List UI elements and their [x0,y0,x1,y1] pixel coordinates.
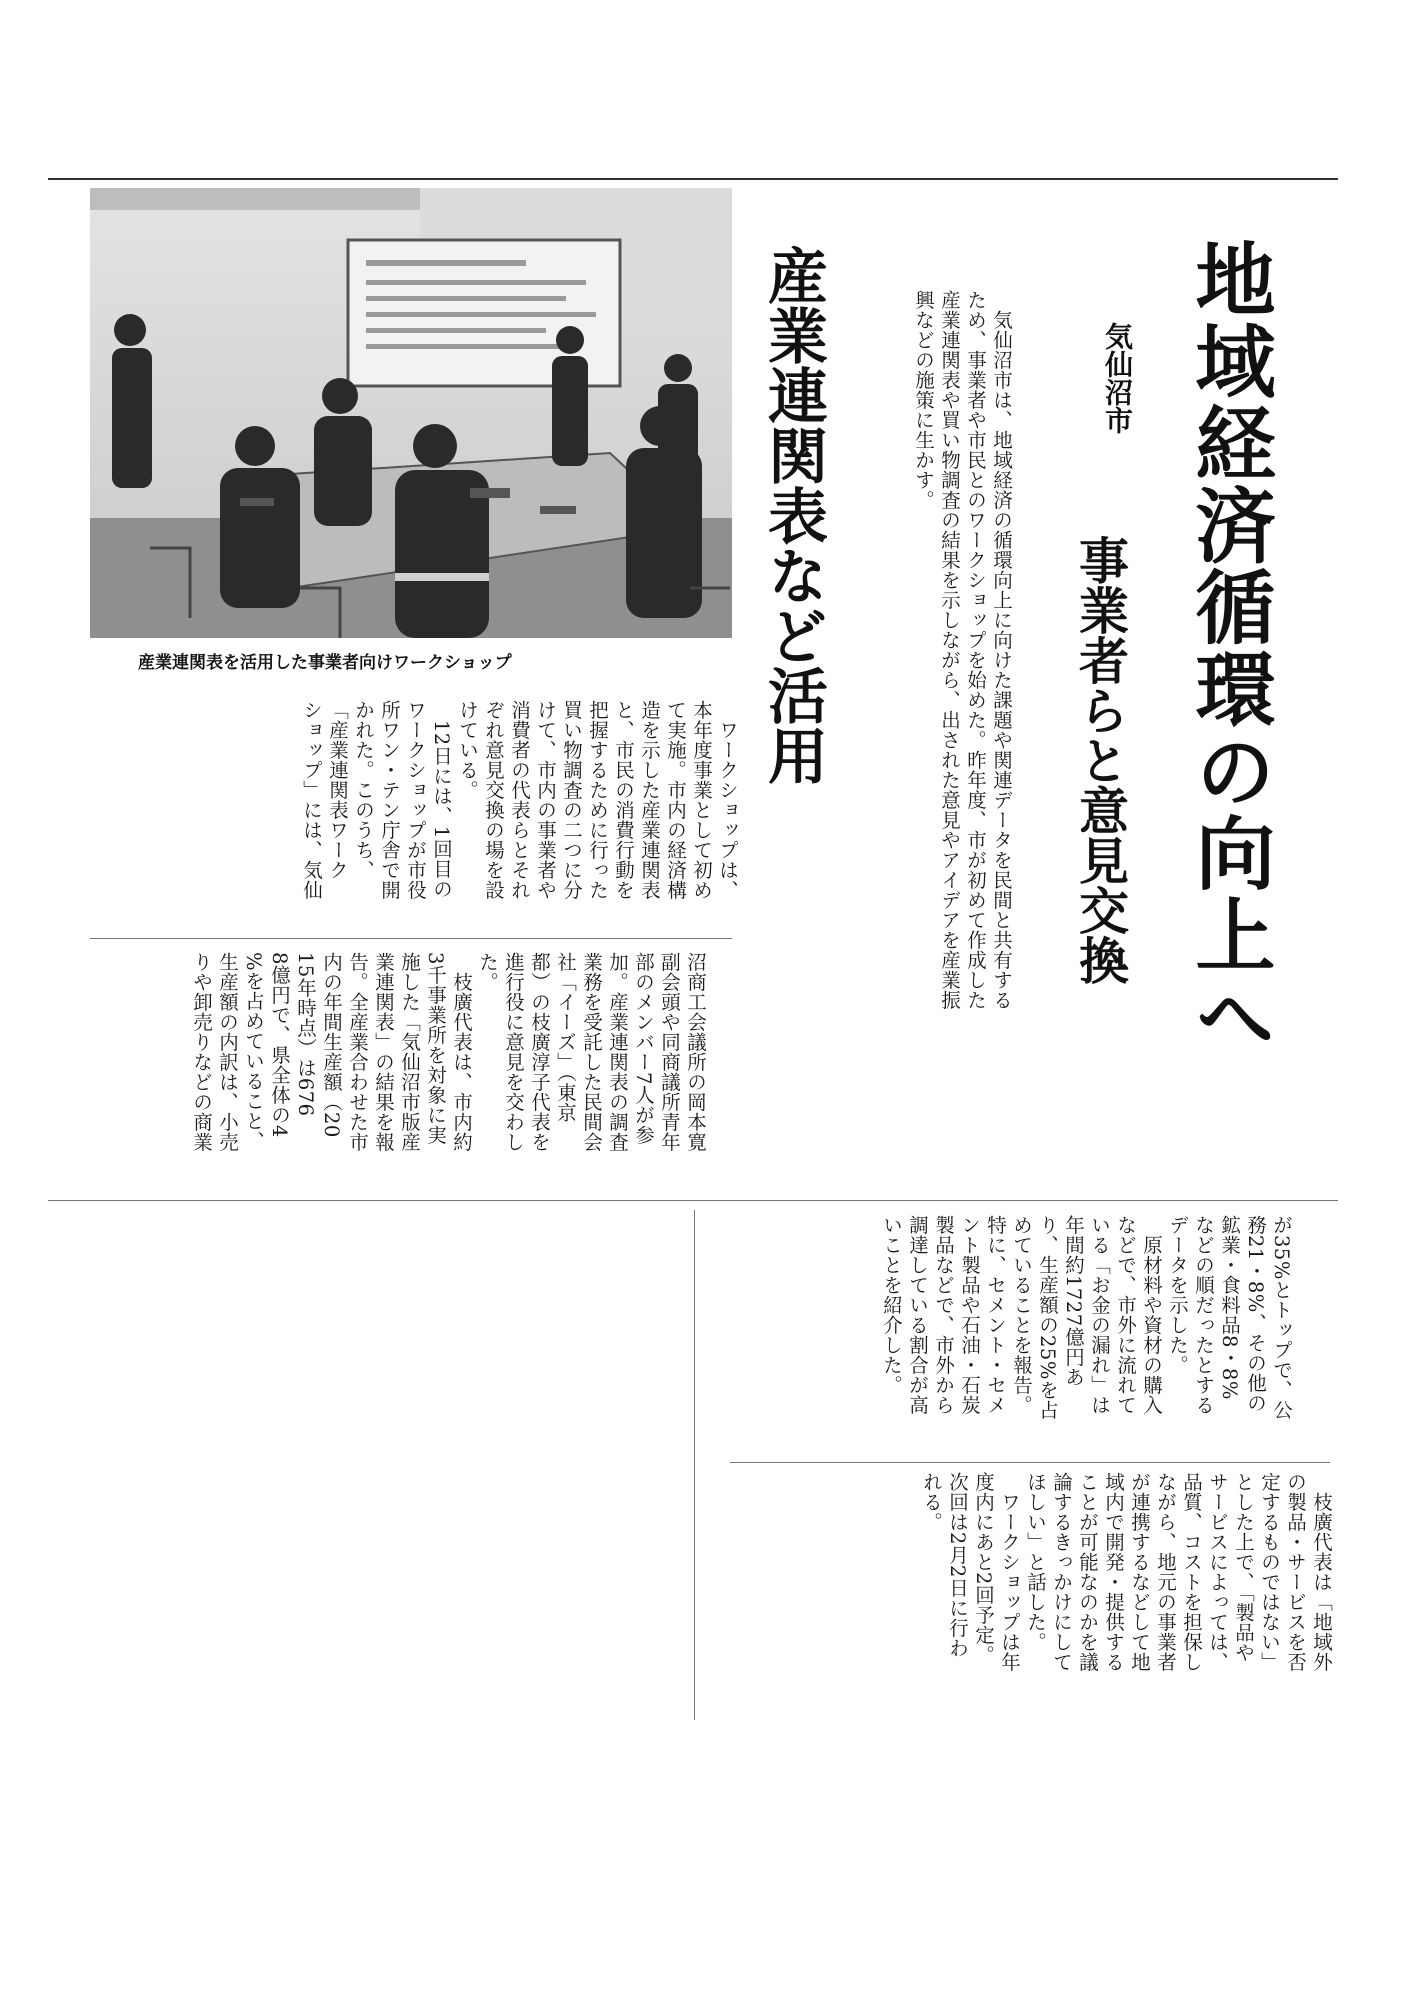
body-column-1: ワークショップは、 本年度事業として初め て実施。市内の経済構 造を示した産業連関表 と、市民の消費行動を 把握するために行った 買い物調査の二つに分 けて、市内の事業者や 消費者の代表らとそれ ぞれ意見交換の場を設 けている。 12日には、1回目の ワークショップが市役 所ワン・テン庁舎で開 かれた。このうち、 「産業連関表ワーク ショップ」には、気仙 [300,700,739,900]
subheadline: 事業者らと意見交換 [1071,535,1129,985]
lead-paragraph: 気仙沼市は、地域経済の循環向上に向けた課題や関連データを民間と共有する ため、事業者や市民とのワークショップを始めた。昨年度、市が初めて作成した 産業連関表や買い物調査の結果を示しながら、出された意見やアイデアを産業振 興などの施策に生かす。 [912,290,1013,1010]
body-column-3: が35%とトップで、公 務21・8%、その他の 鉱業・食料品8・8% などの順だったとする データを示した。 原材料や資材の購入 などで、市外に流れて いる「お金の漏れ」は 年間約1727億円あ り、生産額の25%を占 めていることを報告。 特に、セメント・セメ ント製品や石油・石炭 製品などで、市外から 調達している割合が高 いことを紹介した。 [880,1215,1293,1420]
workshop-photo [90,188,732,638]
column-divider-2 [730,1462,1330,1463]
upper-block-bottom-rule [48,1200,1338,1201]
workshop-photo-image [90,188,732,638]
body-column-4: 枝廣代表は「地域外 の製品・サービスを否 定するものではない」 とした上で、「製品や サービスによっては、 品質、コストを担保し ながら、地元の事業者 が連携するなどして地 域内で開発・提供する ことが可能なのかを議 論するきっかけにして ほしい」と話した。 ワークショップは年 度内にあと2回予定。 次回は2月2日に行わ れる。 [920,1472,1333,1672]
photo-caption: 産業連関表を活用した事業者向けワークショップ [138,653,512,673]
top-rule [48,178,1338,180]
body-column-2: 沼商工会議所の岡本寛 副会頭や同商議所青年 部のメンバー7人が参 加。産業連関表の調査 業務を受託した民間会 社「イーズ」（東京 都）の枝廣淳子代表を 進行役に意見を交わし た。 枝廣代表は、市内約 3千事業所を対象に実 施した「気仙沼市版産 業連関表」の結果を報 告。全産業合わせた市 内の年間生産額（20 15年時点）は676 8億円で、県全体の4 %を占めていること、 生産額の内訳は、小売 りや卸売りなどの商業 [190,952,707,1152]
section-headline: 産業連関表など活用 [758,245,828,785]
lower-block-left-rule [694,1210,695,1720]
column-divider [90,938,732,939]
subheadline-place: 気仙沼市 [1101,322,1134,434]
main-headline: 地域経済循環の向上へ [1182,238,1275,1058]
